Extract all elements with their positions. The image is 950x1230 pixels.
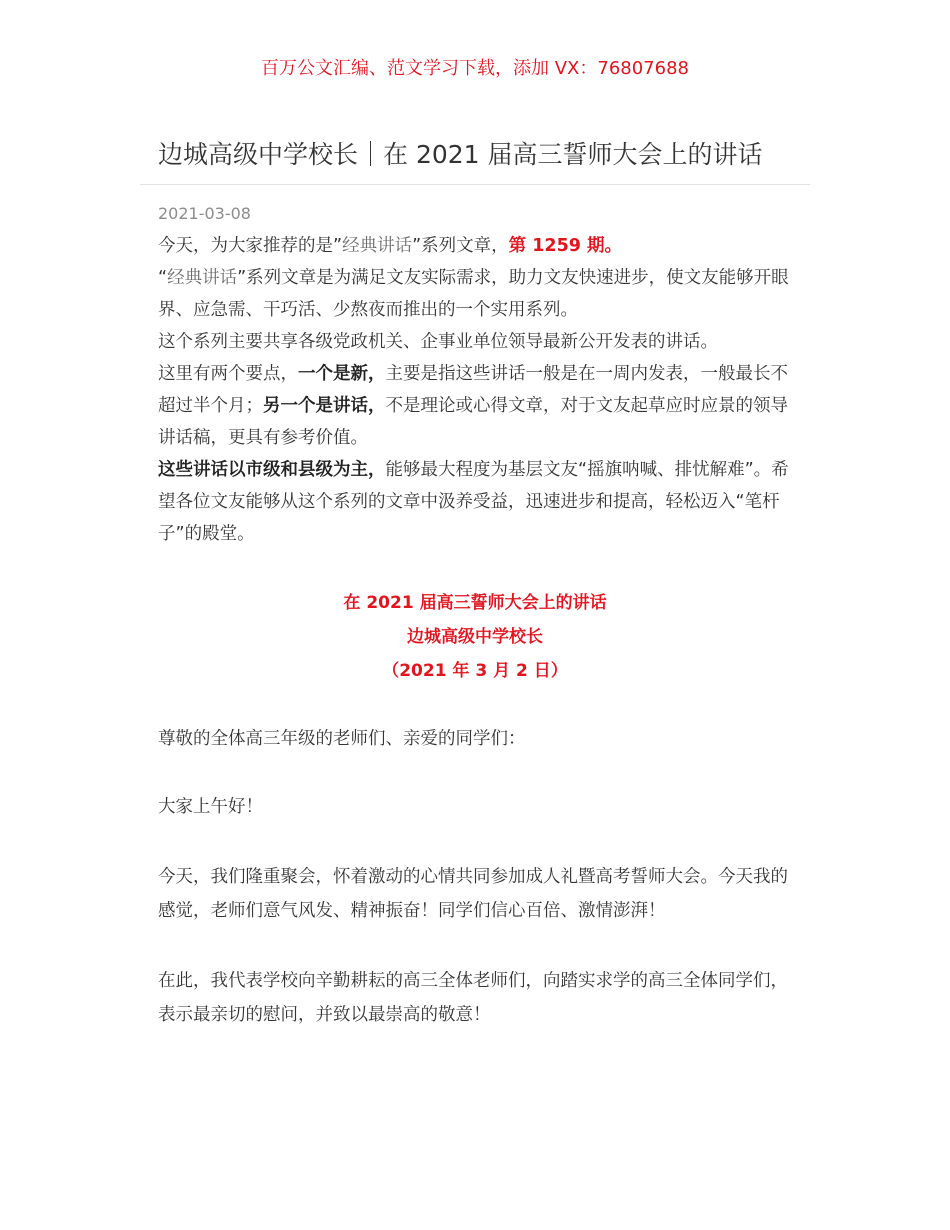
series-intro [158,230,794,550]
intro-text: ”系列文章是为满足文友实际需求，助力文友快速进步，使文友能够开眼界、应急需、干巧活、少熬夜而推出的一个实用系列。 [158,268,789,320]
intro-paragraph-3: 这个系列主要共享各级党政机关、企事业单位领导最新公开发表的讲话。 [158,332,718,352]
intro-text: 今天，为大家推荐的是” [158,236,343,256]
speech-speaker: 边城高级中学校长 [407,627,543,647]
speech-header [0,586,950,688]
speech-salutation: 尊敬的全体高三年级的老师们、亲爱的同学们： [158,729,526,749]
issue-number: 第 1259 期。 [508,236,623,256]
title-divider [140,184,810,185]
intro-text: 这里有两个要点， [158,364,298,384]
series-name: 经典讲话 [342,236,413,256]
intro-text: “ [158,268,168,288]
speech-title: 在 2021 届高三誓师大会上的讲话 [343,593,607,613]
intro-paragraph-4 [158,358,794,454]
key-point-new: 一个是新， [298,364,386,384]
speech-paragraph-2: 在此，我代表学校向辛勤耕耘的高三全体老师们，向踏实求学的高三全体同学们，表示最亲切的慰问，并致以最崇高的敬意！ [158,971,788,1025]
series-name: 经典讲话 [167,268,238,288]
intro-paragraph-2 [158,262,794,326]
speech-date: （2021 年 3 月 2 日） [382,661,568,681]
intro-text: 能够最大程度为基层文友“摇旗呐喊、排忧解难”。希望各位文友能够从这个系列的文章中汲养受益，迅速进步和提高，轻松迈入“笔杆子”的殿堂。 [158,460,789,544]
key-point-speech: 另一个是讲话， [263,396,386,416]
intro-text: 不是理论或心得文章，对于文友起草应时应景的领导讲话稿，更具有参考价值。 [158,396,788,448]
intro-paragraph-5 [158,454,794,550]
intro-text: 主要是指这些讲话一般是在一周内发表，一般最长不超过半个月； [158,364,788,416]
intro-text: ”系列文章， [412,236,509,256]
intro-paragraph-1 [158,230,794,262]
article-title: 边城高级中学校长｜在 2021 届高三誓师大会上的讲话 [158,140,763,169]
key-point-level: 这些讲话以市级和县级为主， [158,460,386,480]
speech-paragraph-1: 今天，我们隆重聚会，怀着激动的心情共同参加成人礼暨高考誓师大会。今天我的感觉，老师们意气风发、精神振奋！同学们信心百倍、激情澎湃！ [158,867,788,921]
promo-banner: 百万公文汇编、范文学习下载，添加 VX：76807688 [261,58,689,79]
article-date: 2021-03-08 [158,204,251,223]
speech-greeting: 大家上午好！ [158,797,263,817]
